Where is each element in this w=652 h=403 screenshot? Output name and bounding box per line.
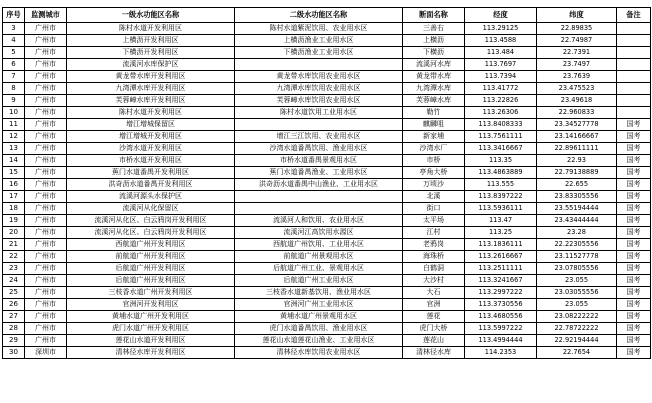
cell-secondary-zone: 虎门水道番禺饮用、渔业用水区 (235, 323, 403, 335)
cell-index: 18 (3, 203, 25, 215)
cell-primary-zone: 市桥水道开发利用区 (67, 155, 235, 167)
cell-section: 麒麟咀 (403, 119, 465, 131)
cell-latitude: 22.7654 (537, 347, 617, 359)
cell-city: 广州市 (25, 59, 67, 71)
table-row (3, 347, 651, 359)
cell-longitude: 113.3416667 (465, 143, 537, 155)
cell-index: 11 (3, 119, 25, 131)
cell-secondary-zone: 九湾潭水库饮用农业用水区 (235, 83, 403, 95)
cell-index: 5 (3, 47, 25, 59)
cell-remark (617, 35, 651, 47)
cell-primary-zone: 洪奇沥水道番禺开发利用区 (67, 179, 235, 191)
cell-city: 广州市 (25, 71, 67, 83)
cell-latitude: 22.89611111 (537, 143, 617, 155)
cell-remark: 国考 (617, 335, 651, 347)
monitoring-sections-table (2, 7, 651, 359)
cell-remark: 国考 (617, 311, 651, 323)
cell-longitude: 113.25 (465, 227, 537, 239)
cell-remark: 国考 (617, 119, 651, 131)
table-row (3, 323, 651, 335)
cell-city: 广州市 (25, 47, 67, 59)
cell-longitude: 113.2616667 (465, 251, 537, 263)
cell-city: 广州市 (25, 227, 67, 239)
cell-city: 广州市 (25, 311, 67, 323)
cell-remark (617, 59, 651, 71)
cell-longitude: 114.2353 (465, 347, 537, 359)
cell-remark: 国考 (617, 239, 651, 251)
col-header-primary-zone: 一级水功能区名称 (67, 8, 235, 23)
cell-primary-zone: 前航道广州开发利用区 (67, 251, 235, 263)
cell-primary-zone: 流溪河从化区、白云鸦岗开发利用区 (67, 227, 235, 239)
cell-secondary-zone: 蕉门水道番禺渔业、工业用水区 (235, 167, 403, 179)
cell-primary-zone: 陈村水道开发利用区 (67, 23, 235, 35)
cell-section: 北溪 (403, 191, 465, 203)
cell-primary-zone: 流溪河从化区、白云鸦岗开发利用区 (67, 215, 235, 227)
cell-primary-zone: 九湾潭水库开发利用区 (67, 83, 235, 95)
cell-section: 黄龙带水库 (403, 71, 465, 83)
cell-primary-zone: 官洲河开发利用区 (67, 299, 235, 311)
cell-remark: 国考 (617, 179, 651, 191)
cell-index: 4 (3, 35, 25, 47)
cell-longitude: 113.8408333 (465, 119, 537, 131)
cell-section: 万顷沙 (403, 179, 465, 191)
cell-remark: 国考 (617, 191, 651, 203)
cell-latitude: 22.89835 (537, 23, 617, 35)
cell-secondary-zone: 黄龙带水库饮用农业用水区 (235, 71, 403, 83)
cell-remark: 国考 (617, 323, 651, 335)
cell-secondary-zone: 官洲河广州工业用水区 (235, 299, 403, 311)
cell-secondary-zone: 前航道广州景观用水区 (235, 251, 403, 263)
cell-primary-zone: 流溪河水库保护区 (67, 59, 235, 71)
cell-city: 广州市 (25, 239, 67, 251)
cell-secondary-zone: 芙蓉嶂水库饮用农业用水区 (235, 95, 403, 107)
table-row (3, 239, 651, 251)
cell-primary-zone: 后航道广州开发利用区 (67, 275, 235, 287)
cell-longitude: 113.4680556 (465, 311, 537, 323)
cell-index: 9 (3, 95, 25, 107)
cell-latitude: 22.74987 (537, 35, 617, 47)
cell-latitude: 23.7639 (537, 71, 617, 83)
cell-primary-zone: 陈村水道开发利用区 (67, 107, 235, 119)
cell-index: 7 (3, 71, 25, 83)
cell-longitude: 113.8397222 (465, 191, 537, 203)
cell-remark (617, 95, 651, 107)
table-row (3, 215, 651, 227)
cell-section: 海珠桥 (403, 251, 465, 263)
cell-city: 广州市 (25, 155, 67, 167)
cell-index: 19 (3, 215, 25, 227)
cell-section: 沙湾水厂 (403, 143, 465, 155)
table-row (3, 131, 651, 143)
cell-index: 15 (3, 167, 25, 179)
cell-city: 广州市 (25, 323, 67, 335)
cell-latitude: 23.55194444 (537, 203, 617, 215)
cell-primary-zone: 芙蓉嶂水库开发利用区 (67, 95, 235, 107)
cell-section: 江村 (403, 227, 465, 239)
cell-remark: 国考 (617, 203, 651, 215)
cell-secondary-zone: 陈村水道紫泥饮用、农业用水区 (235, 23, 403, 35)
cell-longitude: 113.26306 (465, 107, 537, 119)
table-row (3, 335, 651, 347)
cell-index: 27 (3, 311, 25, 323)
cell-primary-zone: 西航道广州开发利用区 (67, 239, 235, 251)
cell-city: 广州市 (25, 335, 67, 347)
cell-longitude: 113.4863889 (465, 167, 537, 179)
cell-secondary-zone (235, 119, 403, 131)
cell-section: 市桥 (403, 155, 465, 167)
cell-primary-zone: 上横沥开发利用区 (67, 35, 235, 47)
table-row (3, 143, 651, 155)
cell-index: 22 (3, 251, 25, 263)
cell-primary-zone: 三枝香水道广州开发利用区 (67, 287, 235, 299)
cell-city: 广州市 (25, 251, 67, 263)
cell-section: 清林径水库 (403, 347, 465, 359)
cell-city: 广州市 (25, 263, 67, 275)
cell-latitude: 23.49618 (537, 95, 617, 107)
cell-section: 虎门大桥 (403, 323, 465, 335)
cell-secondary-zone (235, 203, 403, 215)
cell-remark: 国考 (617, 131, 651, 143)
cell-longitude: 113.2511111 (465, 263, 537, 275)
cell-city: 广州市 (25, 107, 67, 119)
cell-remark: 国考 (617, 167, 651, 179)
cell-latitude: 23.7497 (537, 59, 617, 71)
cell-latitude: 23.055 (537, 275, 617, 287)
cell-longitude: 113.47 (465, 215, 537, 227)
cell-longitude: 113.4994444 (465, 335, 537, 347)
cell-city: 广州市 (25, 35, 67, 47)
table-row (3, 191, 651, 203)
cell-longitude: 113.29125 (465, 23, 537, 35)
col-header-city: 监测城市 (25, 8, 67, 23)
cell-primary-zone: 后航道广州开发利用区 (67, 263, 235, 275)
cell-longitude: 113.7697 (465, 59, 537, 71)
table-header (3, 8, 651, 23)
cell-index: 13 (3, 143, 25, 155)
table-row (3, 299, 651, 311)
cell-latitude: 23.14166667 (537, 131, 617, 143)
cell-secondary-zone: 陈村水道饮用工业用水区 (235, 107, 403, 119)
cell-latitude: 23.11527778 (537, 251, 617, 263)
cell-secondary-zone: 西航道广州饮用、工业用水区 (235, 239, 403, 251)
cell-city: 广州市 (25, 179, 67, 191)
cell-latitude: 22.655 (537, 179, 617, 191)
cell-city: 广州市 (25, 287, 67, 299)
cell-primary-zone: 清林径水库开发利用区 (67, 347, 235, 359)
cell-city: 广州市 (25, 143, 67, 155)
table-row (3, 107, 651, 119)
cell-secondary-zone (235, 191, 403, 203)
table-row (3, 227, 651, 239)
col-header-index: 序号 (3, 8, 25, 23)
cell-remark (617, 23, 651, 35)
cell-primary-zone: 蕉门水道番禺开发利用区 (67, 167, 235, 179)
cell-secondary-zone: 流溪河人和饮用、农业用水区 (235, 215, 403, 227)
table-row (3, 251, 651, 263)
cell-longitude: 113.7394 (465, 71, 537, 83)
cell-index: 12 (3, 131, 25, 143)
cell-primary-zone: 流溪河源头水保护区 (67, 191, 235, 203)
cell-primary-zone: 莲花山水道开发利用区 (67, 335, 235, 347)
cell-city: 广州市 (25, 95, 67, 107)
cell-remark (617, 83, 651, 95)
cell-remark: 国考 (617, 143, 651, 155)
cell-index: 28 (3, 323, 25, 335)
cell-city: 广州市 (25, 119, 67, 131)
cell-remark: 国考 (617, 275, 651, 287)
cell-latitude: 23.28 (537, 227, 617, 239)
cell-secondary-zone: 三枝香水道新基饮用、渔业用水区 (235, 287, 403, 299)
cell-remark: 国考 (617, 287, 651, 299)
cell-index: 25 (3, 287, 25, 299)
cell-primary-zone: 下横沥开发利用区 (67, 47, 235, 59)
table-row (3, 119, 651, 131)
cell-remark (617, 47, 651, 59)
table-row (3, 275, 651, 287)
cell-latitude: 22.92194444 (537, 335, 617, 347)
cell-remark: 国考 (617, 215, 651, 227)
cell-index: 20 (3, 227, 25, 239)
cell-section: 亭角大桥 (403, 167, 465, 179)
cell-section: 莲花山 (403, 335, 465, 347)
table-row (3, 167, 651, 179)
cell-index: 6 (3, 59, 25, 71)
cell-index: 3 (3, 23, 25, 35)
cell-index: 30 (3, 347, 25, 359)
cell-index: 23 (3, 263, 25, 275)
cell-secondary-zone (235, 59, 403, 71)
cell-secondary-zone: 莲花山水道莲花山渔业、工业用水区 (235, 335, 403, 347)
cell-longitude: 113.555 (465, 179, 537, 191)
cell-remark (617, 107, 651, 119)
cell-latitude: 23.83305556 (537, 191, 617, 203)
cell-primary-zone: 增江增城开发利用区 (67, 131, 235, 143)
cell-section: 太平场 (403, 215, 465, 227)
cell-section: 新家埔 (403, 131, 465, 143)
cell-city: 深圳市 (25, 347, 67, 359)
cell-secondary-zone: 清林径水库饮用农业用水区 (235, 347, 403, 359)
cell-city: 广州市 (25, 131, 67, 143)
table-row (3, 23, 651, 35)
cell-secondary-zone: 黄埔水道广州景观用水区 (235, 311, 403, 323)
table-row (3, 47, 651, 59)
cell-latitude: 23.43444444 (537, 215, 617, 227)
cell-section: 流溪河水库 (403, 59, 465, 71)
cell-primary-zone: 黄龙带水库开发利用区 (67, 71, 235, 83)
cell-secondary-zone: 增江三江饮用、农业用水区 (235, 131, 403, 143)
table-row (3, 71, 651, 83)
cell-latitude: 23.03055556 (537, 287, 617, 299)
cell-remark: 国考 (617, 227, 651, 239)
table-body (3, 23, 651, 359)
cell-latitude: 23.07805556 (537, 263, 617, 275)
cell-secondary-zone: 洪奇沥水道番禺中山渔业、工业用水区 (235, 179, 403, 191)
cell-city: 广州市 (25, 203, 67, 215)
cell-longitude: 113.1836111 (465, 239, 537, 251)
cell-secondary-zone: 沙湾水道番禺饮用、渔业用水区 (235, 143, 403, 155)
cell-longitude: 113.5997222 (465, 323, 537, 335)
cell-remark: 国考 (617, 347, 651, 359)
cell-index: 24 (3, 275, 25, 287)
cell-longitude: 113.484 (465, 47, 537, 59)
cell-longitude: 113.4588 (465, 35, 537, 47)
cell-section: 老鸦岗 (403, 239, 465, 251)
cell-index: 26 (3, 299, 25, 311)
col-header-remark: 备注 (617, 8, 651, 23)
cell-remark: 国考 (617, 263, 651, 275)
col-header-section: 断面名称 (403, 8, 465, 23)
table-row (3, 95, 651, 107)
cell-longitude: 113.41772 (465, 83, 537, 95)
cell-latitude: 22.79138889 (537, 167, 617, 179)
cell-longitude: 113.5936111 (465, 203, 537, 215)
cell-section: 大沙村 (403, 275, 465, 287)
cell-remark: 国考 (617, 299, 651, 311)
cell-index: 14 (3, 155, 25, 167)
cell-primary-zone: 流溪河从化保留区 (67, 203, 235, 215)
cell-city: 广州市 (25, 215, 67, 227)
table-row (3, 179, 651, 191)
cell-remark: 国考 (617, 155, 651, 167)
col-header-latitude: 纬度 (537, 8, 617, 23)
cell-section: 九湾潭水库 (403, 83, 465, 95)
cell-secondary-zone: 下横沥渔业工业用水区 (235, 47, 403, 59)
cell-longitude: 113.2997222 (465, 287, 537, 299)
cell-section: 芙蓉嶂水库 (403, 95, 465, 107)
cell-longitude: 113.3730556 (465, 299, 537, 311)
table-row (3, 311, 651, 323)
cell-section: 勒竹 (403, 107, 465, 119)
cell-primary-zone: 黄埔水道广州开发利用区 (67, 311, 235, 323)
cell-primary-zone: 增江增城保留区 (67, 119, 235, 131)
header-row (3, 8, 651, 23)
cell-latitude: 23.08222222 (537, 311, 617, 323)
table-row (3, 59, 651, 71)
cell-secondary-zone: 后航道广州工业、景观用水区 (235, 263, 403, 275)
table-row (3, 35, 651, 47)
table-row (3, 287, 651, 299)
cell-section: 街口 (403, 203, 465, 215)
cell-primary-zone: 沙湾水道开发利用区 (67, 143, 235, 155)
cell-index: 21 (3, 239, 25, 251)
table-row (3, 155, 651, 167)
cell-longitude: 113.3241667 (465, 275, 537, 287)
col-header-longitude: 经度 (465, 8, 537, 23)
cell-secondary-zone: 市桥水道番禺景观用水区 (235, 155, 403, 167)
cell-city: 广州市 (25, 299, 67, 311)
cell-city: 广州市 (25, 275, 67, 287)
cell-latitude: 23.34527778 (537, 119, 617, 131)
cell-remark (617, 71, 651, 83)
table-row (3, 83, 651, 95)
cell-secondary-zone: 上横沥渔业工业用水区 (235, 35, 403, 47)
cell-section: 下横沥 (403, 47, 465, 59)
cell-index: 10 (3, 107, 25, 119)
cell-section: 大石 (403, 287, 465, 299)
cell-city: 广州市 (25, 191, 67, 203)
cell-longitude: 113.35 (465, 155, 537, 167)
cell-section: 莲花 (403, 311, 465, 323)
cell-section: 三善右 (403, 23, 465, 35)
cell-city: 广州市 (25, 83, 67, 95)
col-header-secondary-zone: 二级水功能区名称 (235, 8, 403, 23)
cell-longitude: 113.22826 (465, 95, 537, 107)
cell-secondary-zone: 后航道广州工业用水区 (235, 275, 403, 287)
cell-latitude: 22.93 (537, 155, 617, 167)
cell-index: 8 (3, 83, 25, 95)
cell-latitude: 22.7391 (537, 47, 617, 59)
cell-latitude: 23.475523 (537, 83, 617, 95)
cell-section: 白鹤洞 (403, 263, 465, 275)
cell-city: 广州市 (25, 23, 67, 35)
cell-latitude: 22.78722222 (537, 323, 617, 335)
cell-index: 29 (3, 335, 25, 347)
cell-latitude: 22.22305556 (537, 239, 617, 251)
cell-latitude: 22.960833 (537, 107, 617, 119)
cell-primary-zone: 虎门水道广州开发利用区 (67, 323, 235, 335)
cell-index: 17 (3, 191, 25, 203)
cell-latitude: 23.055 (537, 299, 617, 311)
cell-city: 广州市 (25, 167, 67, 179)
table-row (3, 263, 651, 275)
cell-section: 上横沥 (403, 35, 465, 47)
cell-section: 官洲 (403, 299, 465, 311)
cell-secondary-zone: 流溪河江高饮用水源区 (235, 227, 403, 239)
cell-longitude: 113.7561111 (465, 131, 537, 143)
cell-remark: 国考 (617, 251, 651, 263)
cell-index: 16 (3, 179, 25, 191)
table-row (3, 203, 651, 215)
